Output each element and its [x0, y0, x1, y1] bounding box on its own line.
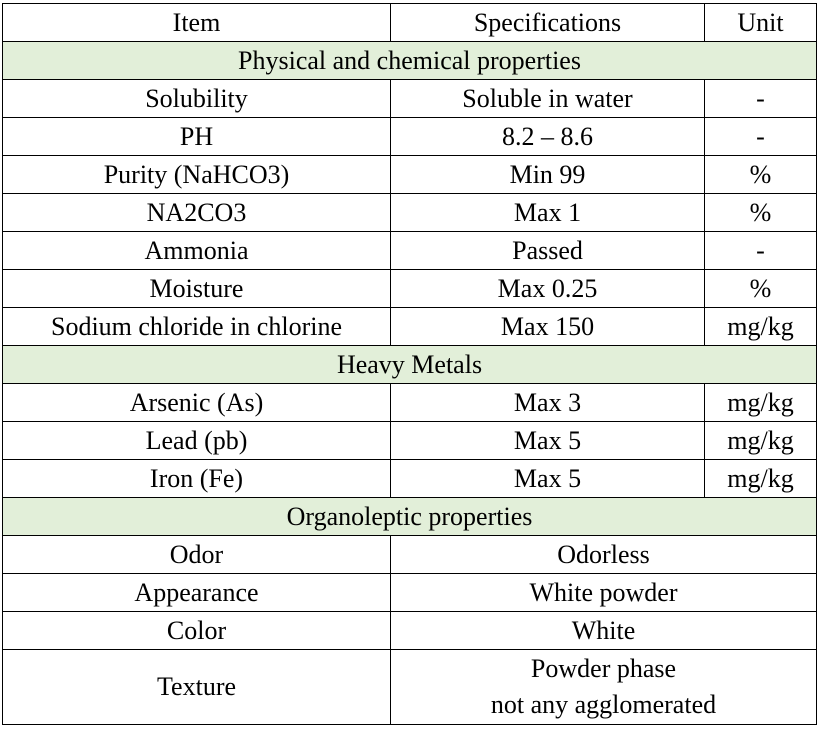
row-spec: Passed: [391, 232, 705, 270]
row-spec: White powder: [391, 574, 817, 612]
row-unit: %: [705, 270, 817, 308]
row-spec: Min 99: [391, 156, 705, 194]
row-unit: %: [705, 194, 817, 232]
row-spec-line-1: Powder phase: [530, 654, 677, 683]
row-unit: -: [705, 80, 817, 118]
row-item: PH: [3, 118, 391, 156]
row-unit: -: [705, 118, 817, 156]
row-spec: Max 150: [391, 308, 705, 346]
row-spec: Odorless: [391, 536, 817, 574]
row-item: Arsenic (As): [3, 384, 391, 422]
row-spec: Max 0.25: [391, 270, 705, 308]
row-spec: Soluble in water: [391, 80, 705, 118]
row-spec: White: [391, 612, 817, 650]
table-row: [3, 650, 817, 725]
row-item: Color: [3, 612, 391, 650]
row-spec-line-2: not any agglomerated: [490, 690, 717, 719]
row-item: Appearance: [3, 574, 391, 612]
row-item: Solubility: [3, 80, 391, 118]
row-unit: mg/kg: [705, 308, 817, 346]
row-item: Ammonia: [3, 232, 391, 270]
table-row: [3, 422, 817, 460]
header-item: Item: [3, 4, 391, 42]
row-unit: mg/kg: [705, 460, 817, 498]
row-unit: mg/kg: [705, 422, 817, 460]
table-row: [3, 574, 817, 612]
row-item: Iron (Fe): [3, 460, 391, 498]
row-item: Moisture: [3, 270, 391, 308]
row-item: Lead (pb): [3, 422, 391, 460]
table-row: [3, 270, 817, 308]
row-item: Odor: [3, 536, 391, 574]
header-row: [3, 4, 817, 42]
row-item: Sodium chloride in chlorine: [3, 308, 391, 346]
section-title: Physical and chemical properties: [3, 42, 817, 80]
header-unit: Unit: [705, 4, 817, 42]
table-row: [3, 118, 817, 156]
section-organoleptic: [3, 498, 817, 536]
row-unit: -: [705, 232, 817, 270]
section-physical-chemical: [3, 42, 817, 80]
row-spec: Max 3: [391, 384, 705, 422]
section-title: Heavy Metals: [3, 346, 817, 384]
table-row: [3, 612, 817, 650]
row-unit: %: [705, 156, 817, 194]
row-item: NA2CO3: [3, 194, 391, 232]
table-row: [3, 156, 817, 194]
row-item: Texture: [3, 650, 391, 725]
table-row: [3, 460, 817, 498]
table-row: [3, 308, 817, 346]
row-unit: mg/kg: [705, 384, 817, 422]
header-specifications: Specifications: [391, 4, 705, 42]
row-spec: Max 1: [391, 194, 705, 232]
section-heavy-metals: [3, 346, 817, 384]
table-row: [3, 80, 817, 118]
table-row: [3, 384, 817, 422]
table-row: [3, 536, 817, 574]
table-row: [3, 232, 817, 270]
row-spec: Max 5: [391, 460, 705, 498]
row-item: Purity (NaHCO3): [3, 156, 391, 194]
row-spec: [391, 650, 817, 725]
row-spec: Max 5: [391, 422, 705, 460]
section-title: Organoleptic properties: [3, 498, 817, 536]
table-row: [3, 194, 817, 232]
row-spec: 8.2 – 8.6: [391, 118, 705, 156]
specifications-table: [2, 3, 817, 725]
